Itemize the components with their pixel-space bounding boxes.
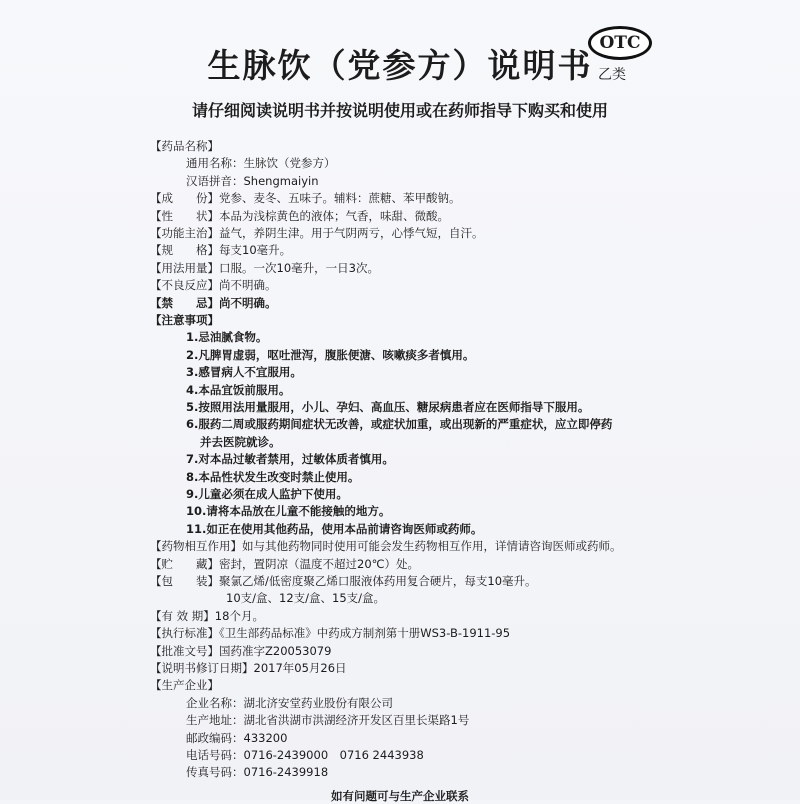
section-name-heading: 【药品名称】 [150, 139, 219, 153]
precaution-item: 3.感冒病人不宜服用。 [186, 365, 302, 380]
drug-interactions: 【药物相互作用】如与其他药物同时使用可能会发生药物相互作用，详情请咨询医师或药师。 [150, 539, 622, 554]
packaging-continued: 10支/盒、12支/盒、15支/盒。 [226, 591, 386, 606]
contraindications: 【禁 忌】尚不明确。 [150, 295, 277, 310]
precaution-item: 5.按照用法用量服用，小儿、孕妇、高血压、糖尿病患者应在医师指导下服用。 [186, 400, 590, 414]
revision-date: 【说明书修订日期】2017年05月26日 [150, 661, 347, 675]
precaution-item: 2.凡脾胃虚弱，呕吐泄泻，腹胀便溏、咳嗽痰多者慎用。 [186, 347, 475, 362]
adverse-reactions: 【不良反应】尚不明确。 [150, 278, 277, 293]
fax-number: 传真号码：0716-2439918 [186, 765, 329, 780]
company-name: 企业名称：湖北济安堂药业股份有限公司 [186, 695, 393, 710]
precaution-item: 9.儿童必须在成人监护下使用。 [186, 487, 348, 501]
pinyin-name: 汉语拼音：Shengmaiyin [186, 173, 319, 188]
ingredients: 【成 份】党参、麦冬、五味子。辅料：蔗糖、苯甲酸钠。 [150, 191, 461, 206]
precaution-item: 1.忌油腻食物。 [186, 330, 268, 345]
precaution-item: 4.本品宜饭前服用。 [186, 382, 291, 397]
standard: 【执行标准】《卫生部药品标准》中药成方制剂第十册WS3-B-1911-95 [150, 626, 511, 641]
precaution-item: 8.本品性状发生改变时禁止使用。 [186, 469, 360, 484]
storage: 【贮 藏】密封，置阴凉（温度不超过20℃）处。 [150, 556, 420, 571]
precaution-item: 6.服药二周或服药期间症状无改善，或症状加重，或出现新的严重症状，应立即停药 [186, 417, 613, 432]
generic-name: 通用名称：生脉饮（党参方） [186, 156, 336, 171]
dosage: 【用法用量】口服。一次10毫升，一日3次。 [150, 260, 379, 275]
phone-number: 电话号码：0716-2439000 0716 2443938 [186, 748, 424, 762]
precaution-item: 10.请将本品放在儿童不能接触的地方。 [186, 504, 391, 519]
otc-badge: OTC [588, 26, 652, 60]
precaution-item: 7.对本品过敏者禁用，过敏体质者慎用。 [186, 452, 394, 467]
company-address: 生产地址：湖北省洪湖市洪湖经济开发区百里长渠路1号 [186, 713, 470, 728]
postal-code: 邮政编码：433200 [186, 730, 288, 745]
footer-contact: 如有问题可与生产企业联系 [331, 788, 469, 803]
precautions-heading: 【注意事项】 [150, 313, 219, 327]
indications: 【功能主治】益气，养阴生津。用于气阴两亏，心悸气短，自汗。 [150, 226, 484, 240]
approval-number: 【批准文号】国药准字Z20053079 [150, 643, 332, 658]
otc-category: 乙类 [598, 67, 626, 83]
document-title: 生脉饮（党参方）说明书 [207, 46, 593, 85]
subtitle: 请仔细阅读说明书并按说明使用或在药师指导下购买和使用 [191, 101, 608, 120]
manufacturer-heading: 【生产企业】 [150, 678, 219, 693]
packaging: 【包 装】聚氯乙烯/低密度聚乙烯口服液体药用复合硬片，每支10毫升。 [150, 574, 537, 588]
specification: 【规 格】每支10毫升。 [150, 243, 292, 258]
shelf-life: 【有 效 期】18个月。 [150, 608, 264, 623]
appearance: 【性 状】本品为浅棕黄色的液体；气香，味甜、微酸。 [150, 208, 449, 223]
precaution-item-continued: 并去医院就诊。 [200, 434, 281, 449]
precaution-item: 11.如正在使用其他药品，使用本品前请咨询医师或药师。 [186, 521, 483, 536]
